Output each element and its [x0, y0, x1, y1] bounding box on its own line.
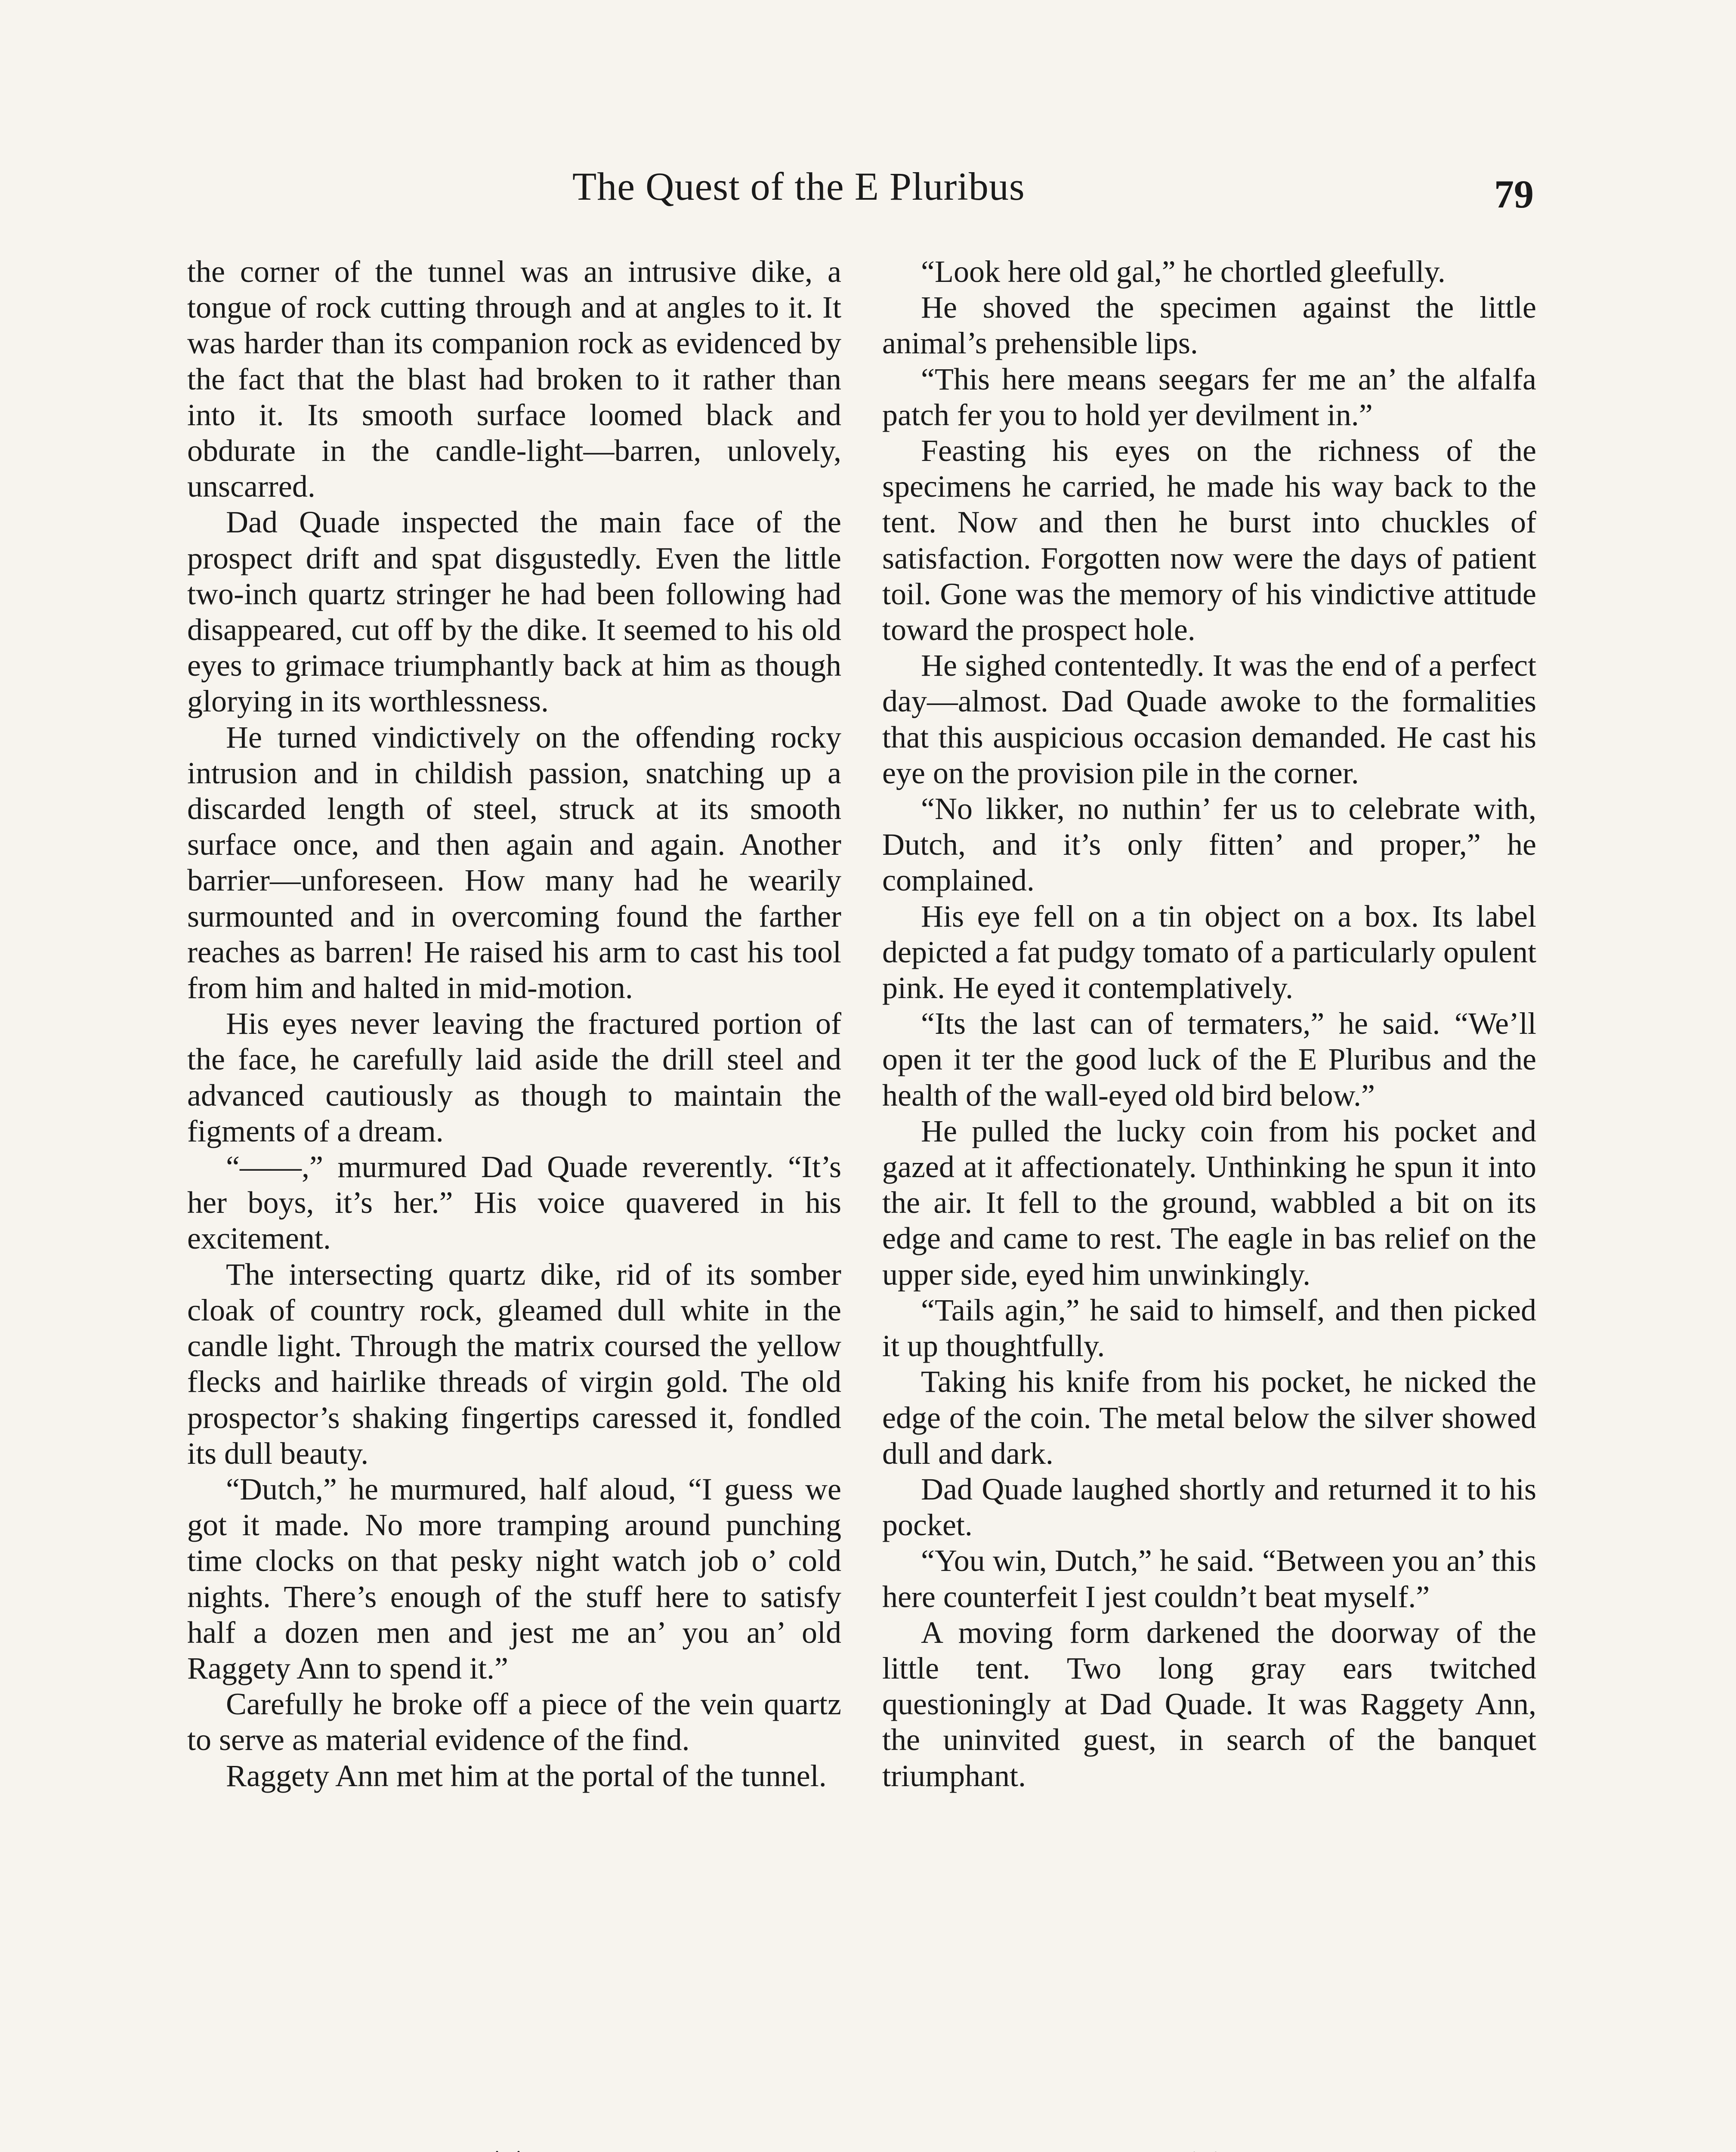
paragraph: Feasting his eyes on the richness of the specimens he carried, he made his way back to the tent. Now and then he burst into chuckles of satisfaction. Forgotten now were the days of patient toil. Gone was the memory of his vindictive attitude toward the prospect hole. — [882, 433, 1536, 647]
paragraph: “You win, Dutch,” he said. “Between you an’ this here counterfeit I jest couldn’t beat myself.” — [882, 1543, 1536, 1614]
paragraph: “This here means seegars fer me an’ the alfalfa patch fer you to hold yer devilment in.” — [882, 362, 1536, 432]
page-header — [0, 164, 1736, 224]
paragraph: Carefully he broke off a piece of the vein quartz to serve as material evidence of the find. — [187, 1687, 841, 1757]
paragraph: Dad Quade laughed shortly and returned it to his pocket. — [882, 1472, 1536, 1543]
paragraph: His eye fell on a tin object on a box. Its label depicted a fat pudgy tomato of a particularly opulent pink. He eyed it contemplatively. — [882, 899, 1536, 1005]
paragraph: He pulled the lucky coin from his pocket and gazed at it affectionately. Unthinking he spun it into the air. It fell to the ground, wabbled a bit on its edge and came to rest. The eagle in bas relief on the upper side, eyed him unwinkingly. — [882, 1113, 1536, 1292]
paragraph: “——,” murmured Dad Quade reverently. “It’s her boys, it’s her.” His voice quavered in his excitement. — [187, 1150, 841, 1256]
paragraph: He turned vindictively on the offending rocky intrusion and in childish passion, snatching up a discarded length of steel, struck at its smooth surface once, and then again and again. Another barrier—unforeseen. How many had he wearily surmounted and in overcoming found the farther reaches as barren! He raised his arm to cast his tool from him and halted in mid-motion. — [187, 720, 841, 1005]
paragraph: “Look here old gal,” he chortled gleefully. — [921, 254, 1446, 289]
paragraph: Taking his knife from his pocket, he nicked the edge of the coin. The metal below the silver showed dull and dark. — [882, 1364, 1536, 1471]
paragraph: “No likker, no nuthin’ fer us to celebrate with, Dutch, and it’s only fitten’ and proper,” he complained. — [882, 792, 1536, 898]
paragraph: Dad Quade inspected the main face of the prospect drift and spat disgustedly. Even the little two-inch quartz stringer he had been following had disappeared, cut off by the dike. It seemed to his old eyes to grimace triumphantly back at him as though glorying in its worthlessness. — [187, 505, 841, 719]
right-column — [882, 254, 1536, 1794]
page-number: 79 — [1494, 172, 1534, 216]
paragraph: Raggety Ann met him at the portal of the tunnel. — [226, 1758, 827, 1793]
paragraph: A moving form darkened the doorway of the little tent. Two long gray ears twitched questioningly at Dad Quade. It was Raggety Ann, the uninvited guest, in search of the banquet triumphant. — [882, 1615, 1536, 1793]
paragraph: the corner of the tunnel was an intrusive dike, a tongue of rock cutting through and at angles to it. It was harder than its companion rock as evidenced by the fact that the blast had broken to it rather than into it. Its smooth surface loomed black and obdurate in the candle-light—barren, unlovely, unscarred. — [187, 254, 841, 504]
paragraph: “Tails agin,” he said to himself, and then picked it up thoughtfully. — [882, 1292, 1536, 1364]
paragraph: He sighed contentedly. It was the end of a perfect day—almost. Dad Quade awoke to the formalities that this auspicious occasion demanded. He cast his eye on the provision pile in the corner. — [882, 648, 1536, 790]
pine-branch-ornament — [181, 2130, 1528, 2152]
left-column — [187, 254, 841, 1794]
paragraph: His eyes never leaving the fractured portion of the face, he carefully laid aside the drill steel and advanced cautiously as though to maintain the figments of a dream. — [187, 1006, 841, 1148]
paragraph: He shoved the specimen against the little animal’s prehensible lips. — [882, 290, 1536, 361]
paragraph: “Its the last can of termaters,” he said. “We’ll open it ter the good luck of the E Pluribus and the health of the wall-eyed old bird below.” — [882, 1006, 1536, 1113]
running-head: The Quest of the E Pluribus — [572, 164, 1025, 208]
paragraph: The intersecting quartz dike, rid of its somber cloak of country rock, gleamed dull white in the candle light. Through the matrix coursed the yellow flecks and hairlike threads of virgin gold. The old prospector’s shaking fingertips caressed it, fondled its dull beauty. — [187, 1257, 841, 1471]
paragraph: “Dutch,” he murmured, half aloud, “I guess we got it made. No more tramping around punching time clocks on that pesky night watch job o’ cold nights. There’s enough of the stuff here to satisfy half a dozen men and jest me an’ you an’ old Raggety Ann to spend it.” — [187, 1472, 841, 1685]
